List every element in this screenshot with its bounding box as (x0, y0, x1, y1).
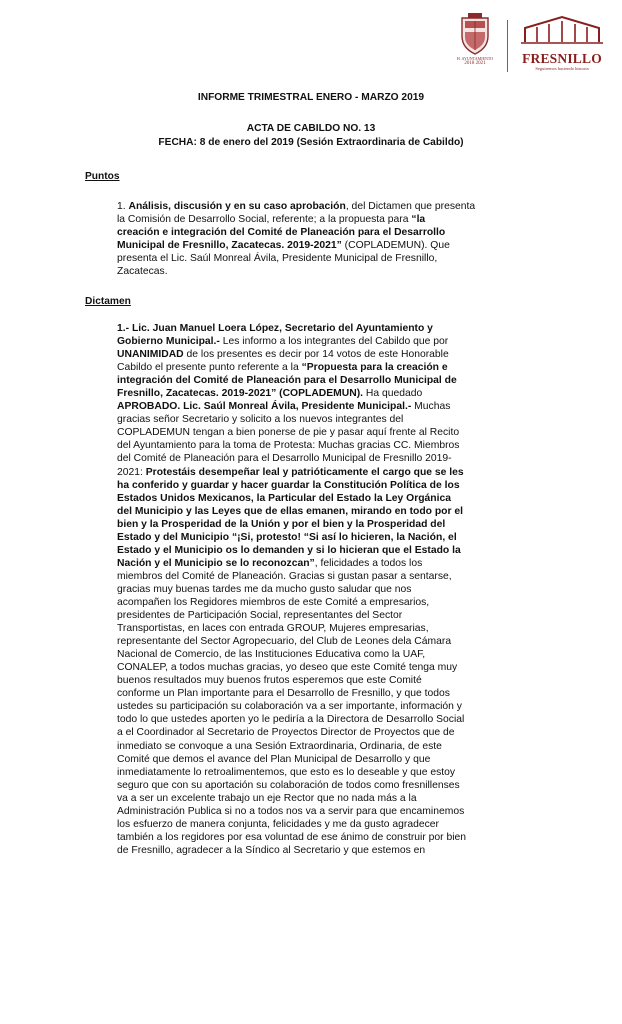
point1-line (117, 226, 537, 239)
dictamen_lines-text-run: bien y la Prosperidad de la Unión y por el bien y la Prosperidad del (117, 518, 446, 530)
dictamen_lines-line (117, 544, 537, 557)
dictamen_lines-text-run: integración del Comité de Planeación para el Desarrollo Municipal de (117, 375, 457, 387)
point1-text-run: , del Dictamen que presenta (345, 201, 476, 212)
dictamen_lines-text-run: Gobierno Municipal.- (117, 336, 220, 348)
dictamen_lines-text-run: Ha quedado (363, 388, 423, 400)
dictamen_lines-text-run: miembros del Comité de Planeación. Gracias si gustan pasar a sentarse, (117, 570, 452, 582)
dictamen_lines-line (117, 335, 537, 348)
dictamen_lines-text-run: representante del Sector Agropecuario, del Club de Leones dela Cámara (117, 636, 452, 648)
dictamen-paragraph (117, 322, 537, 857)
dictamen_lines-text-run: Transportistas, en laces con entrada GROUP, Mujeres empresarias, (117, 623, 429, 635)
dictamen_lines-line (117, 374, 537, 387)
point1-text-run: Análisis, discusión y en su caso aprobación (128, 201, 346, 212)
puntos-heading: Puntos (85, 171, 120, 182)
dictamen_lines-text-run: del Municipio y las Leyes que de ellas emanen, mirando en todo por el (117, 505, 464, 517)
point1-text-run: creación e integración del Comité de Planeación para el Desarrollo (117, 227, 446, 239)
dictamen_lines-line (117, 387, 537, 400)
dictamen_lines-text-run: Fresnillo, Zacatecas. 2019-2021” (COPLADEMUN). (117, 388, 364, 400)
dictamen_lines-line (117, 322, 537, 335)
dictamen_lines-text-run: de Fresnillo, agradecer a la Síndico al Secretario y que estemos en (117, 844, 426, 856)
dictamen_lines-text-run: de los presentes es decir por 14 votos de este Honorable (183, 349, 449, 361)
dictamen_lines-text-run: Protestáis desempeñar leal y patrióticamente el cargo que se les (145, 466, 464, 478)
dictamen_lines-line (117, 674, 537, 687)
dictamen_lines-line (117, 792, 537, 805)
dictamen_lines-line (117, 740, 537, 753)
dictamen_lines-line (117, 505, 537, 518)
point1-text-run: presenta el Lic. Saúl Monreal Ávila, Presidente Municipal de Fresnillo, (117, 253, 438, 265)
dictamen_lines-text-run: también a los regidores por esa voluntad de ese ánimo de construir por bien (117, 831, 467, 843)
dictamen-heading: Dictamen (85, 296, 131, 307)
dictamen_lines-text-run: presidentes de Participación Social, representantes del Sector (117, 610, 403, 622)
point1-text-run: 1. (117, 201, 129, 212)
dictamen_lines-text-run: Comité que demos el avance del Plan Municipal de Desarrollo y que (117, 753, 431, 765)
dictamen_lines-line (117, 557, 537, 570)
point1-text-run: Municipal de Fresnillo, Zacatecas. 2019-2021” (117, 240, 342, 252)
dictamen_lines-text-run: 1.- Lic. Juan Manuel Loera López, Secretario del Ayuntamiento y (117, 323, 433, 334)
dictamen_lines-text-run: COPLADEMUN tengan a bien ponerse de pie y pasar aquí frente al Recito (117, 427, 460, 439)
dictamen_lines-line (117, 479, 537, 492)
point1-line (117, 213, 537, 226)
dictamen_lines-line (117, 570, 537, 583)
dictamen_lines-text-run: Les informo a los integrantes del Cabildo que por (219, 336, 449, 348)
dictamen_lines-line (117, 726, 537, 739)
dictamen_lines-line (117, 531, 537, 544)
dictamen_lines-line (117, 361, 537, 374)
report-title: INFORME TRIMESTRAL ENERO - MARZO 2019 (197, 92, 425, 103)
dictamen_lines-line (117, 400, 537, 413)
date-line: FECHA: 8 de enero del 2019 (Sesión Extraordinaria de Cabildo) (158, 137, 464, 148)
dictamen_lines-line (117, 622, 537, 635)
dictamen_lines-text-run: UNANIMIDAD (117, 349, 184, 361)
dictamen_lines-text-run: del Comité de Planeación para el Desarrollo Municipal de Fresnillo 2019- (117, 453, 452, 465)
point1-line (117, 265, 537, 278)
dictamen_lines-text-run: ha conferido y guardar y hacer guardar la Constitución Política de los (117, 479, 460, 491)
dictamen_lines-line (117, 648, 537, 661)
municipal-seal-logo (446, 12, 504, 76)
point1-line (117, 252, 537, 265)
dictamen_lines-text-run: va a ser un excelente trabajo un eje Rector que no nada más a la (117, 792, 417, 804)
dictamen_lines-text-run: APROBADO. Lic. Saúl Monreal Ávila, Presidente Municipal.- (117, 401, 412, 413)
dictamen_lines-text-run: Nacional de Comercio, de las Instituciones Educativa como la UAF, (117, 649, 426, 661)
act-title: ACTA DE CABILDO NO. 13 (246, 123, 376, 134)
brand-name: FRESNILLO (522, 51, 602, 66)
dictamen_lines-text-run: CONALEP, a todos muchas gracias, yo deseo que este Comité tenga muy (117, 662, 458, 674)
point1-line (117, 239, 537, 252)
dictamen_lines-text-run: ustedes su participación su colaboración va a ser importante, información y (117, 701, 462, 713)
dictamen_lines-line (117, 779, 537, 792)
dictamen_lines-text-run: acompañen los Regidores miembros de este Comité a empresarios, (117, 596, 430, 608)
dictamen_lines-line (117, 518, 537, 531)
seal-caption: H. AYUNTAMIENTO (456, 56, 494, 61)
dictamen_lines-text-run: inmediato se convoque a una Sesión Extraordinaria, Ordinaria, de este (117, 740, 442, 752)
dictamen_lines-line (117, 439, 537, 452)
dictamen_lines-text-run: del Ayuntamiento para la toma de Protesta: Muchas gracias CC. Miembros (117, 440, 460, 452)
dictamen_lines-line (117, 766, 537, 779)
dictamen_lines-text-run: , felicidades a todos los (314, 557, 423, 569)
coat-of-arms-icon (458, 12, 492, 56)
dictamen_lines-line (117, 348, 537, 361)
point1-text-run: (COPLADEMUN). Que (341, 240, 450, 252)
dictamen_lines-line (117, 844, 537, 857)
dictamen_lines-text-run: Estado y del Municipio “¡Si, protesto! “Si así lo hicieren, la Nación, el (117, 531, 457, 543)
brand-slogan: Seguiremos haciendo historia (535, 66, 589, 71)
dictamen_lines-line (117, 635, 537, 648)
dictamen_lines-text-run: los esfuerzo de manera conjunta, felicidades y me da gusto agradecer (117, 818, 439, 830)
seal-years: 2018 2021 (464, 61, 486, 66)
dictamen_lines-text-run: Estado y el Municipio os lo demanden y si lo hicieran que el Estado la (117, 544, 461, 556)
dictamen_lines-line (117, 700, 537, 713)
fresnillo-logo (513, 14, 611, 74)
dictamen_lines-text-run: Cabildo el presente punto referente a la (117, 362, 302, 374)
dictamen_lines-line (117, 466, 537, 479)
dictamen_lines-text-run: inmediatamente lo retroalimentemos, que esto es lo deseable y que estoy (117, 766, 456, 778)
dictamen_lines-text-run: gracias muy buenas tardes me da mucho gusto saludar que nos (117, 583, 412, 595)
dictamen_lines-line (117, 831, 537, 844)
dictamen_lines-line (117, 583, 537, 596)
dictamen_lines-text-run: “Propuesta para la creación e (301, 362, 448, 374)
building-icon (519, 14, 605, 44)
point1-line (117, 200, 537, 213)
dictamen_lines-text-run: Administración Publica si no a todos nos va a servir para que encaminemos (117, 805, 465, 817)
point1-text-run: “la (411, 214, 426, 226)
point-1-paragraph (117, 200, 537, 278)
dictamen_lines-text-run: conforme un Plan importante para el Desarrollo de Fresnillo, y que todos (117, 688, 450, 700)
dictamen_lines-line (117, 818, 537, 831)
dictamen_lines-line (117, 687, 537, 700)
dictamen_lines-text-run: 2021: (117, 466, 146, 478)
dictamen_lines-line (117, 413, 537, 426)
dictamen_lines-line (117, 492, 537, 505)
dictamen_lines-text-run: a el Coordinador al Secretario de Proyectos Director de Proyectos que de (117, 727, 455, 739)
dictamen_lines-line (117, 753, 537, 766)
logo-divider (507, 20, 508, 72)
dictamen_lines-text-run: gracias señor Secretario y solicito a los nuevos integrantes del (117, 414, 404, 426)
dictamen_lines-line (117, 713, 537, 726)
dictamen_lines-text-run: Nación y el Municipio se lo reconozcan” (117, 557, 315, 569)
dictamen_lines-text-run: Estados Unidos Mexicanos, la Particular del Estado la Ley Orgánica (117, 492, 451, 504)
dictamen_lines-line (117, 805, 537, 818)
dictamen_lines-text-run: seguro que con su aportación su colaboración de todos como fresnillenses (117, 779, 460, 791)
dictamen_lines-line (117, 452, 537, 465)
dictamen_lines-line (117, 661, 537, 674)
point1-text-run: la Comisión de Desarrollo Social, referente; a la propuesta para (117, 214, 412, 226)
dictamen_lines-line (117, 609, 537, 622)
dictamen_lines-line (117, 426, 537, 439)
dictamen_lines-text-run: todo lo que ustedes aporten yo le pediría a la Directora de Desarrollo Social (117, 714, 465, 726)
dictamen_lines-text-run: Muchas (411, 401, 451, 413)
dictamen_lines-line (117, 596, 537, 609)
point1-text-run: Zacatecas. (117, 266, 168, 278)
dictamen_lines-text-run: buenos resultados muy buenos frutos esperemos que este Comité (117, 675, 422, 687)
